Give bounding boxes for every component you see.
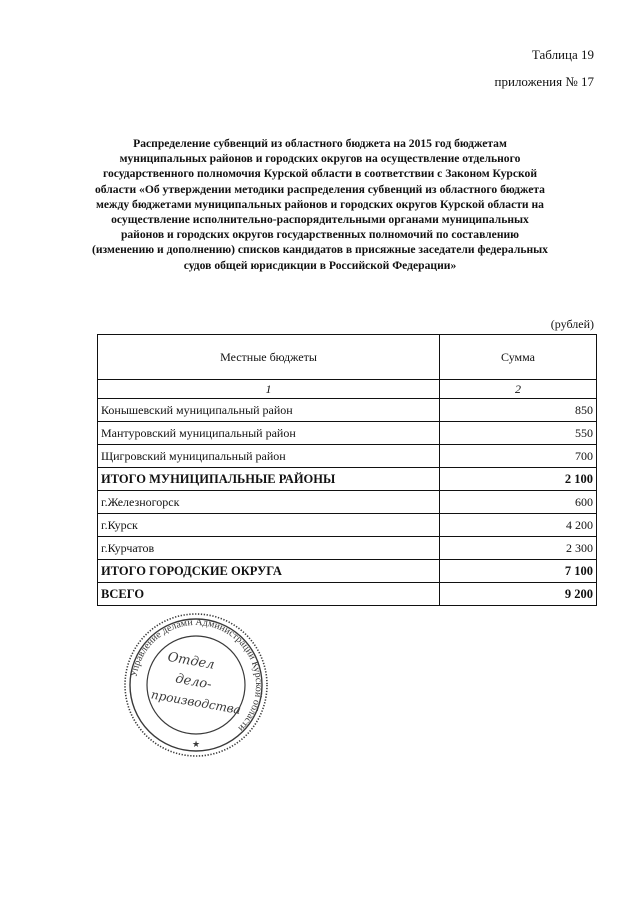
table-row bbox=[98, 537, 597, 560]
column-header-amount: Сумма bbox=[440, 335, 597, 380]
subtotal-label: ИТОГО ГОРОДСКИЕ ОКРУГА bbox=[98, 560, 440, 583]
table-number: Таблица 19 bbox=[531, 47, 594, 62]
budget-amount: 600 bbox=[440, 491, 597, 514]
table-row bbox=[98, 422, 597, 445]
grand-total-amount: 9 200 bbox=[440, 583, 597, 606]
subvention-table bbox=[97, 334, 597, 606]
table-row bbox=[98, 399, 597, 422]
stamp-star: ★ bbox=[191, 739, 201, 749]
table-header-row bbox=[98, 335, 597, 380]
budget-amount: 550 bbox=[440, 422, 597, 445]
column-number-1: 1 bbox=[98, 380, 440, 399]
grand-total-label: ВСЕГО bbox=[98, 583, 440, 606]
table-row bbox=[98, 445, 597, 468]
budget-amount: 850 bbox=[440, 399, 597, 422]
column-numbers-row bbox=[98, 380, 597, 399]
column-number-2: 2 bbox=[440, 380, 597, 399]
subtotal-label: ИТОГО МУНИЦИПАЛЬНЫЕ РАЙОНЫ bbox=[98, 468, 440, 491]
grand-total-row bbox=[98, 583, 597, 606]
subtotal-amount: 7 100 bbox=[440, 560, 597, 583]
stamp-line-3: производства bbox=[149, 687, 243, 718]
budget-amount: 2 300 bbox=[440, 537, 597, 560]
appendix-number: приложения № 17 bbox=[494, 74, 594, 89]
stamp-ring-text: Управление делами Администрации Курской области bbox=[128, 616, 265, 734]
stamp-line-2: дело- bbox=[174, 671, 213, 693]
budget-amount: 700 bbox=[440, 445, 597, 468]
units-label: (рублей) bbox=[550, 317, 594, 331]
budget-name: г.Железногорск bbox=[98, 491, 440, 514]
subtotal-row-city-districts bbox=[98, 560, 597, 583]
stamp-line-1: Отдел bbox=[166, 649, 216, 673]
budget-name: Мантуровский муниципальный район bbox=[98, 422, 440, 445]
budget-name: Щигровский муниципальный район bbox=[98, 445, 440, 468]
document-title: Распределение субвенций из областного бюджета на 2015 год бюджетам муниципальных районов и городских округов на осуществление отдельного государственного полномочия Курской области в соответствии с Законом Курской области «Об утверждении методики распределения субвенций из областного бюджета между бюджетами муниципальных районов и городских округов Курской области на осуществление исполнительно-распорядительными органами муниципальных районов и городских округов государственных полномочий по составлению (изменению и дополнению) списков кандидатов в присяжные заседатели федеральных судов общей юрисдикции в Российской Федерации» bbox=[92, 137, 548, 272]
subtotal-row-districts bbox=[98, 468, 597, 491]
subtotal-amount: 2 100 bbox=[440, 468, 597, 491]
budget-name: г.Курск bbox=[98, 514, 440, 537]
office-stamp bbox=[121, 610, 271, 760]
table-row bbox=[98, 514, 597, 537]
table-row bbox=[98, 491, 597, 514]
budget-amount: 4 200 bbox=[440, 514, 597, 537]
column-header-budgets: Местные бюджеты bbox=[98, 335, 440, 380]
budget-name: Конышевский муниципальный район bbox=[98, 399, 440, 422]
budget-name: г.Курчатов bbox=[98, 537, 440, 560]
